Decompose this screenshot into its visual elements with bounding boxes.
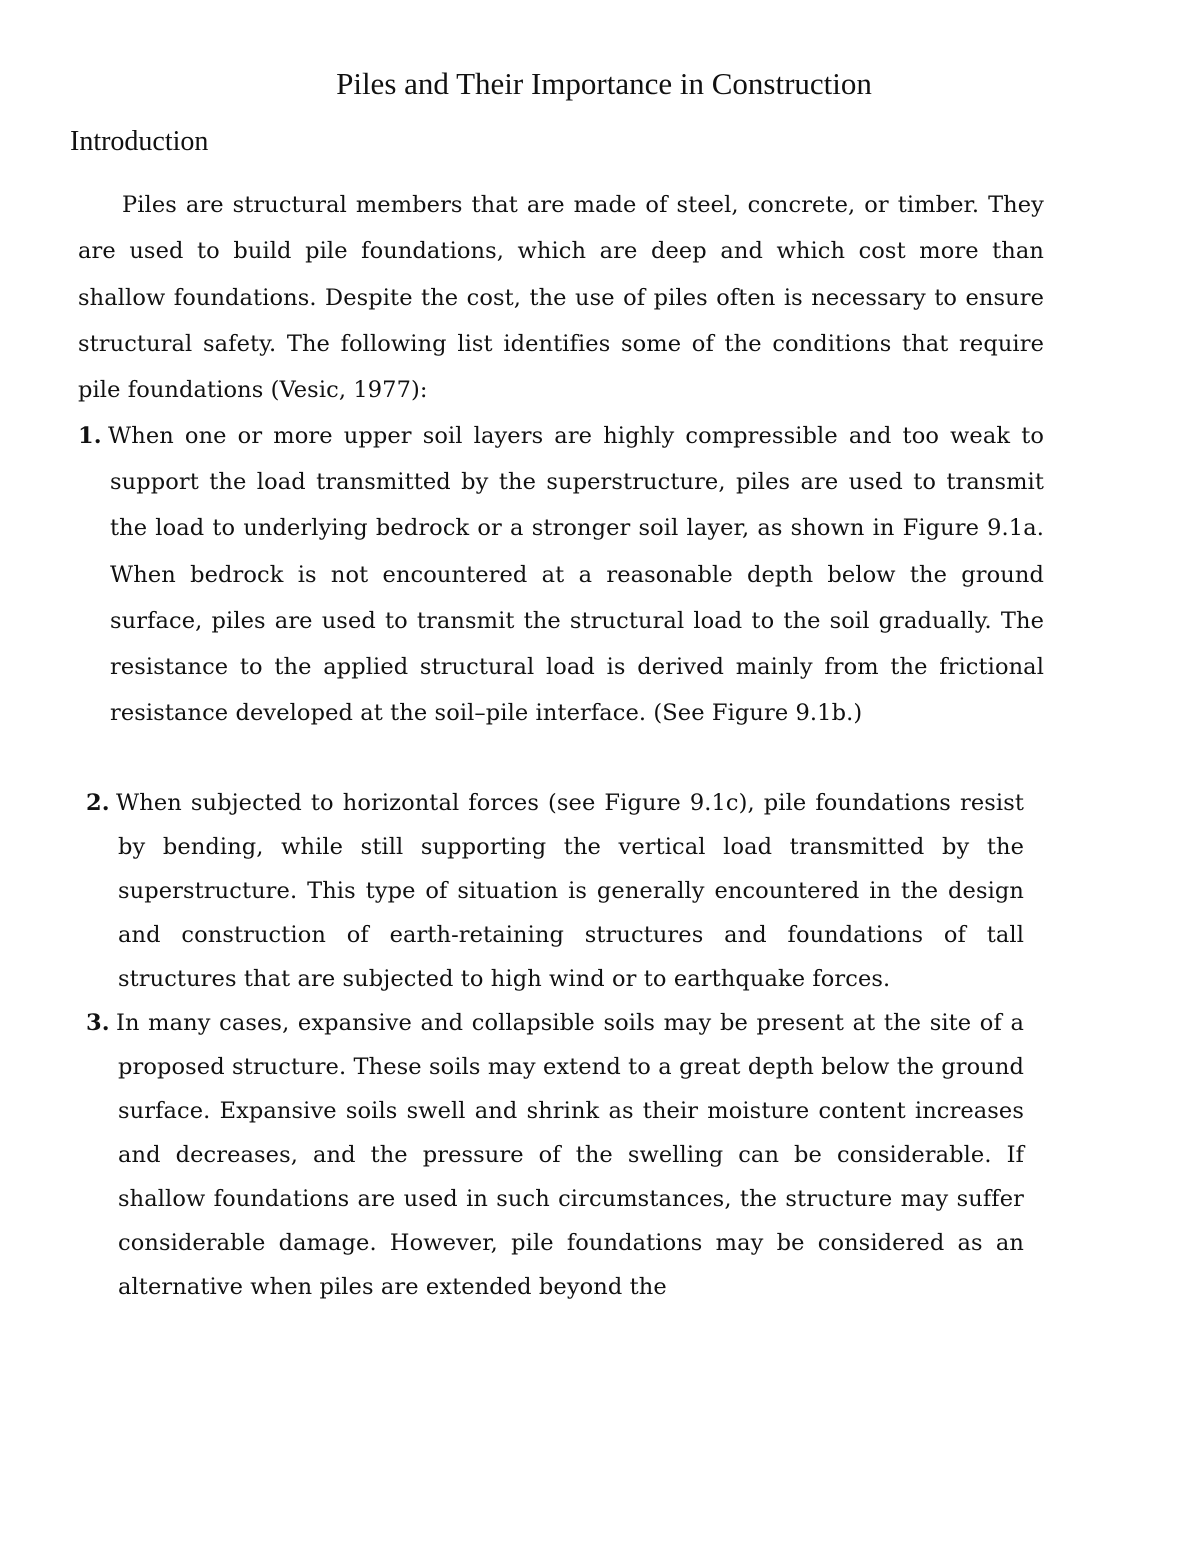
page-title: Piles and Their Importance in Construction <box>336 66 872 101</box>
list-item-number: 2. <box>86 790 110 816</box>
list-item <box>86 781 1024 1001</box>
list-item-text: In many cases, expansive and collapsible soils may be present at the site of a proposed structure. These soils may extend to a great depth below the ground surface. Expansive soils swell and shrink as their moisture content increases and decreases, and the pressure of the swelling can be considerable. If shallow foundations are used in such circumstances, the structure may suffer considerable damage. However, pile foundations may be considered as an alternative when piles are extended beyond the <box>116 1010 1024 1300</box>
list-item-number: 1. <box>78 423 102 449</box>
intro-paragraph: Piles are structural members that are made of steel, concrete, or timber. They are used to build pile foundations, which are deep and which cost more than shallow foundations. Despite the cost, the use of piles often is necessary to ensure structural safety. The following list identifies some of the conditions that require pile foundations (Vesic, 1977): <box>78 192 1044 404</box>
section-heading-introduction: Introduction <box>70 126 209 157</box>
list-item <box>86 1001 1024 1309</box>
list-item-text: When one or more upper soil layers are highly compressible and too weak to support the load transmitted by the superstructure, piles are used to transmit the load to underlying bedrock or a stronger soil layer, as shown in Figure 9.1a. When bedrock is not encountered at a reasonable depth below the ground surface, piles are used to transmit the structural load to the soil gradually. The resistance to the applied structural load is derived mainly from the frictional resistance developed at the soil–pile interface. (See Figure 9.1b.) <box>108 423 1044 727</box>
list-item <box>78 413 1044 736</box>
list-item-number: 3. <box>86 1010 110 1036</box>
list-item-text: When subjected to horizontal forces (see Figure 9.1c), pile foundations resist by bending, while still supporting the vertical load transmitted by the superstructure. This type of situation is generally encountered in the design and construction of earth-retaining structures and foundations of tall structures that are subjected to high wind or to earthquake forces. <box>116 790 1024 992</box>
